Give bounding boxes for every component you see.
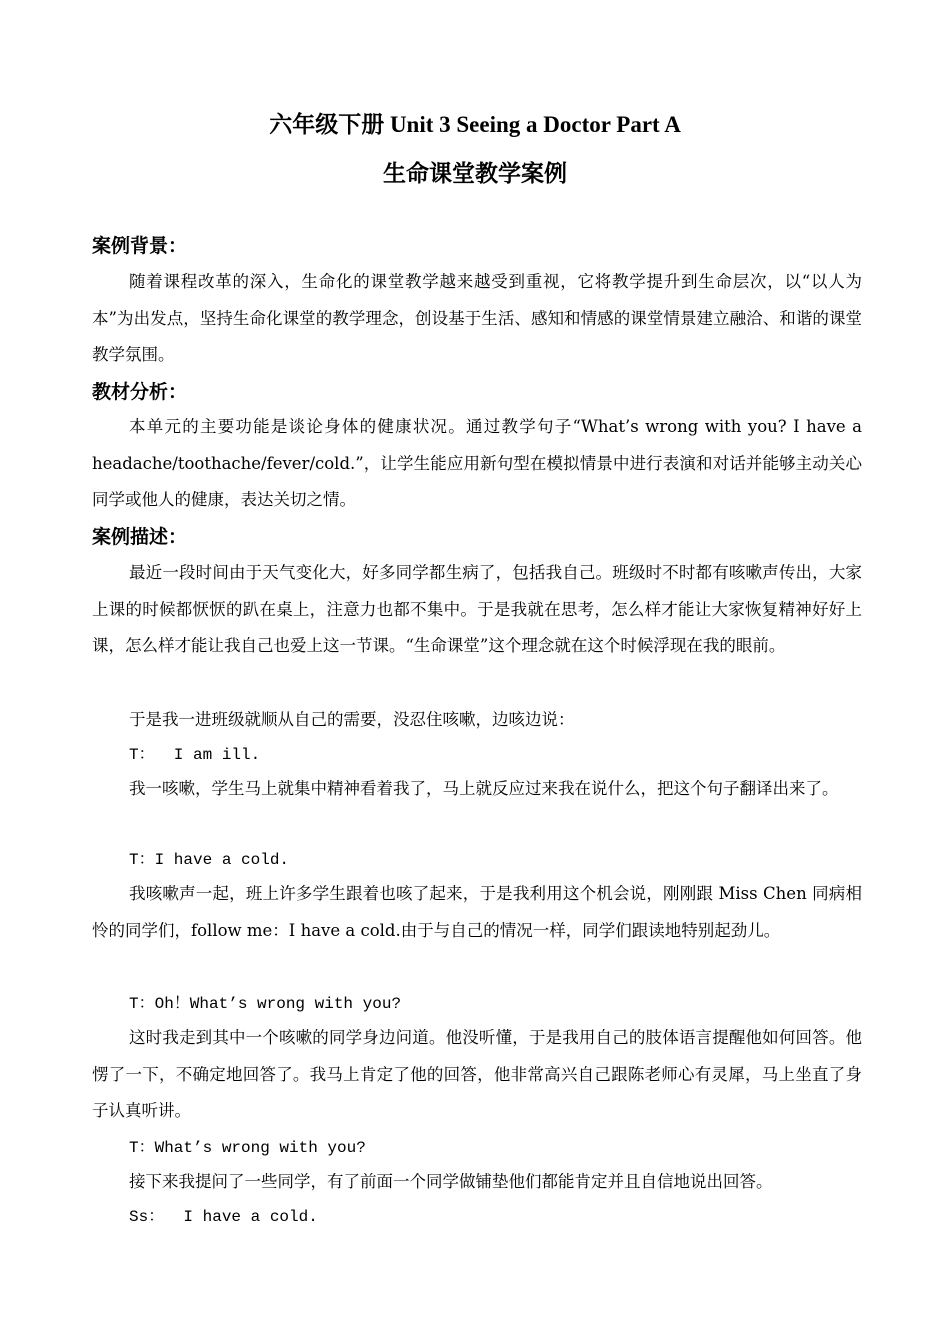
dialogue-line-5: Ss： I have a cold. bbox=[129, 1208, 318, 1226]
analysis-paragraph: 本单元的主要功能是谈论身体的健康状况。通过教学句子“What’s wrong with you? I have a headache/toothache/fever/cold.”，让学生能应用新句型在模拟情景中进行表演和对话并能够主动关心同学或他人的健康，表达关切之情。 bbox=[92, 417, 862, 509]
dialogue-line-1: T： I am ill. bbox=[129, 746, 261, 764]
dialogue-line-4: T：What’s wrong with you? bbox=[129, 1139, 366, 1157]
dialogue-line-2: T：I have a cold. bbox=[129, 851, 290, 869]
description-paragraph-4: 我咳嗽声一起，班上许多学生跟着也咳了起来，于是我利用这个机会说，刚刚跟 Miss Chen 同病相怜的同学们，follow me：I have a cold.由于与自己的情况一样，同学们跟读地特别起劲儿。 bbox=[92, 884, 862, 940]
document-subtitle: 生命课堂教学案例 bbox=[383, 161, 567, 186]
description-paragraph-6: 接下来我提问了一些同学，有了前面一个同学做铺垫他们都能肯定并且自信地说出回答。 bbox=[129, 1172, 773, 1191]
section-heading-analysis: 教材分析： bbox=[92, 381, 188, 403]
section-heading-background: 案例背景： bbox=[92, 235, 188, 257]
document-title: 六年级下册 Unit 3 Seeing a Doctor Part A bbox=[269, 112, 681, 137]
dialogue-line-3: T：Oh！What’s wrong with you? bbox=[129, 995, 402, 1013]
section-heading-description: 案例描述： bbox=[92, 526, 188, 548]
description-paragraph-3: 我一咳嗽，学生马上就集中精神看着我了，马上就反应过来我在说什么，把这个句子翻译出来了。 bbox=[129, 779, 839, 798]
description-paragraph-5: 这时我走到其中一个咳嗽的同学身边问道。他没听懂，于是我用自己的肢体语言提醒他如何回答。他愣了一下，不确定地回答了。我马上肯定了他的回答，他非常高兴自己跟陈老师心有灵犀，马上坐直了身子认真听讲。 bbox=[92, 1028, 862, 1120]
description-paragraph-2: 于是我一进班级就顺从自己的需要，没忍住咳嗽，边咳边说： bbox=[129, 710, 575, 729]
description-paragraph-1: 最近一段时间由于天气变化大，好多同学都生病了，包括我自己。班级时不时都有咳嗽声传出，大家上课的时候都恹恹的趴在桌上，注意力也都不集中。于是我就在思考，怎么样才能让大家恢复精神好好上课，怎么样才能让我自己也爱上这一节课。“生命课堂”这个理念就在这个时候浮现在我的眼前。 bbox=[92, 563, 862, 655]
background-paragraph: 随着课程改革的深入，生命化的课堂教学越来越受到重视，它将教学提升到生命层次，以“以人为本”为出发点，坚持生命化课堂的教学理念，创设基于生活、感知和情感的课堂情景建立融洽、和谐的课堂教学氛围。 bbox=[92, 272, 862, 364]
